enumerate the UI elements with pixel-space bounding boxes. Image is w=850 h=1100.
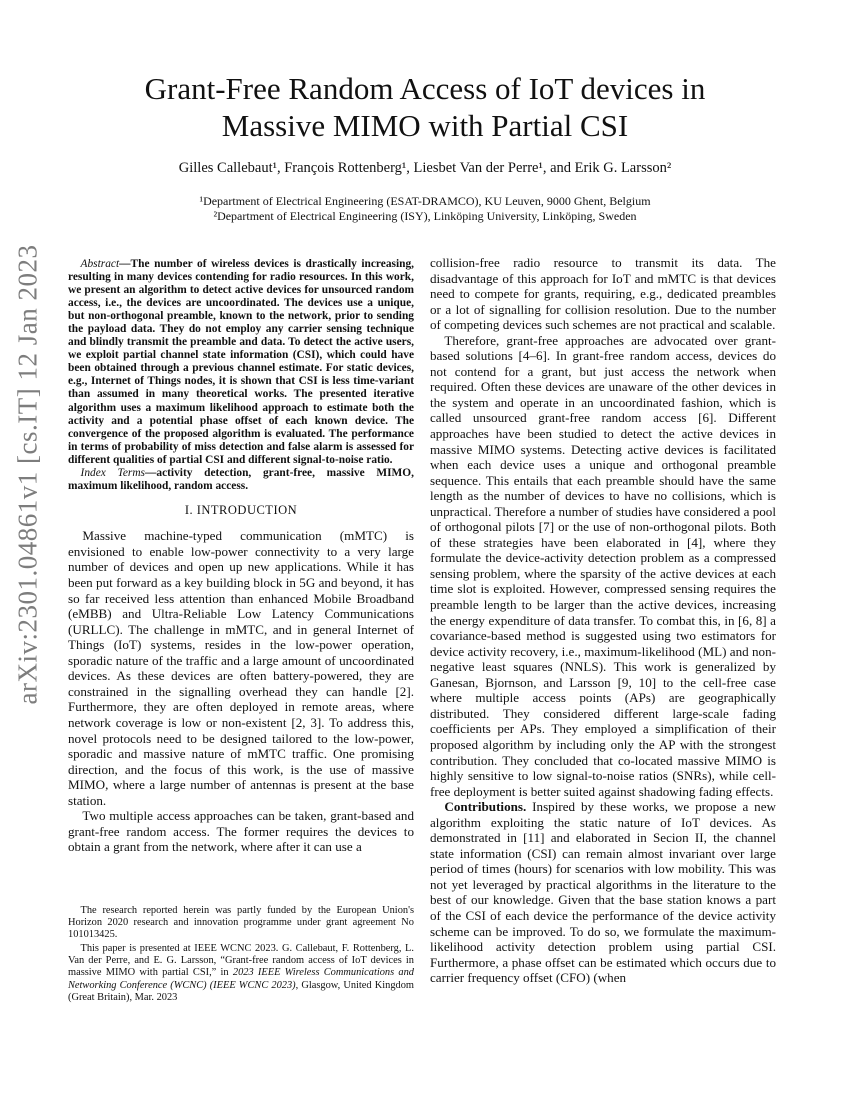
index-terms-text: —activity detection, grant-free, massive MIMO, maximum likelihood, random access. <box>68 466 414 492</box>
footnote-citation-venue: 2023 IEEE Wireless Communications and Networking Conference (WCNC) (IEEE WCNC 2023) <box>68 967 414 991</box>
intro-paragraph-2: Two multiple access approaches can be taken, grant-based and grant-free random access. The former requires the devices to obtain a grant from the network, where after it can use a <box>68 808 414 855</box>
abstract-label: Abstract <box>80 258 120 270</box>
footnote-area <box>68 905 414 1006</box>
index-terms <box>68 467 414 493</box>
contributions-text: Inspired by these works, we propose a new algorithm exploiting the static nature of IoT devices. As demonstrated in [11] and elaborated in Secion II, the channel state information (CSI) can remain almost invariant over large period of times (hours) for scenarios with low mobility. This was not yet leveraged by practical algorithms in the literature to the best of our knowledge. Given that the base station knows a part of the CSI of each device the performance of the device activity scheme can be improved. To do so, we formulate the maximum-likelihood activity detection problem using partial CSI. Furthermore, a phase offset can be estimated which occurs due to carrier frequency offset (CFO) (when <box>430 799 776 986</box>
arxiv-identifier-text: arXiv:2301.04861v1 [cs.IT] 12 Jan 2023 <box>12 244 43 704</box>
footnote-citation-pre: This paper is presented at IEEE WCNC 2023. G. Callebaut, F. Rottenberg, L. Van der Perre, and E. G. Larsson, “Grant-free random access of IoT devices in massive MIMO with partial CSI,” in <box>68 943 414 979</box>
footnote-citation-post: , Glasgow, United Kingdom (Great Britain), Mar. 2023 <box>68 979 414 1003</box>
author-list: Gilles Callebaut¹, François Rottenberg¹, Liesbet Van der Perre¹, and Erik G. Larsson² <box>178 160 672 176</box>
affiliation-1: ¹Department of Electrical Engineering (ESAT-DRAMCO), KU Leuven, 9000 Ghent, Belgium <box>199 194 651 208</box>
title-line-1: Grant-Free Random Access of IoT devices in <box>144 71 706 106</box>
affiliations <box>80 194 770 224</box>
arxiv-identifier-stamp <box>4 244 52 704</box>
right-column <box>430 255 776 986</box>
index-terms-label: Index Terms <box>80 466 145 479</box>
section-heading-introduction: I. INTRODUCTION <box>184 502 298 517</box>
abstract-text: —The number of wireless devices is drastically increasing, resulting in many devices contending for radio resources. In this work, we present an algorithm to detect active devices for unsourced random access, i.e., the devices are uncoordinated. The devices use a unique, but non-orthogonal preamble, known to the network, prior to sending the payload data. They do not employ any carrier sensing technique and blindly transmit the preamble and data. To detect the active users, we exploit partial channel state information (CSI), which could have been obtained through a previous channel estimate. For static devices, e.g., Internet of Things nodes, it is shown that CSI is less time-variant than assumed in many theoretical works. The presented iterative algorithm uses a maximum likelihood approach to estimate both the activity and a potential phase offset of each known device. The convergence of the proposed algorithm is evaluated. The performance in terms of probability of miss detection and false alarm is assessed for different qualities of partial CSI and different signal-to-noise ratio. <box>68 258 414 466</box>
abstract <box>68 258 414 467</box>
title-line-2: Massive MIMO with Partial CSI <box>221 108 629 143</box>
intro-paragraph-1: Massive machine-typed communication (mMTC) is envisioned to enable low-power connectivity to a very large number of devices and open up new applications. While it has been put forward as a key building block in 5G and beyond, it has so far received less attention than enhanced Mobile Broadband (eMBB) and Ultra-Reliable Low Latency Communications (URLLC). The challenge in mMTC, and in general Internet of Things (IoT) systems, resides in the low-power operation, sporadic nature of the traffic and a large amount of uncoordinated devices. As these devices are often battery-powered, they are constrained in the signalling overhead they can handle [2]. Furthermore, they are often deployed in remote areas, where network coverage is low or non-existent [2, 3]. To address this, novel protocols need to be designed tailored to the low-power, sporadic and massive nature of mMTC traffic. One promising direction, and the focus of this work, is the use of massive MIMO, where a large number of antennas is present at the base station. <box>68 528 414 808</box>
affiliation-2: ²Department of Electrical Engineering (ISY), Linköping University, Linköping, Sweden <box>213 209 637 223</box>
footnote-funding: The research reported herein was partly funded by the European Union's Horizon 2020 research and innovation programme under grant agreement No 101013425. <box>68 905 414 941</box>
left-column <box>68 258 414 855</box>
paper-title <box>80 70 770 144</box>
contributions-label: Contributions. <box>444 799 527 815</box>
right-paragraph-1: collision-free radio resource to transmit its data. The disadvantage of this approach for IoT and mMTC is that devices need to compete for grants, requiring, e.g., dedicated preambles or a lot of signalling for collision resolution. Due to the number of competing devices such schemes are not practical and scalable. <box>430 255 776 333</box>
footnote-citation <box>68 943 414 1003</box>
contributions-paragraph <box>430 799 776 986</box>
right-paragraph-2: Therefore, grant-free approaches are advocated over grant-based solutions [4–6]. In grant-free random access, devices do not contend for a grant, but just access the network when required. Often these devices are unaware of the other devices in the system and operate in an uncoordinated fashion, which is called unsourced grant-free random access [6]. Different approaches have been studied to detect the active devices in massive MIMO systems. Detecting active devices is facilitated when each device uses a unique and orthogonal preamble sequence. This entails that each preamble should have the same length as the number of devices to have no collisions, which is unpractical. Therefore a number of studies have considered a pool of orthogonal pilots [7] or the use of non-orthogonal pilots. Both of these strategies have been elaborated in [4], where they formulate the device-activity detection problem as a compressed sensing problem, where the sparsity of the active devices at each time slot is exploited. However, compressed sensing requires the preamble length to be larger than the active devices, increasing the energy expenditure of data transfer. To combat this, in [6, 8] a covariance-based method is suggested using two estimators for device activity recovery, i.e., maximum-likelihood (ML) and non-negative least squares (NNLS). This work is generalized by Ganesan, Bjornson, and Larsson [9, 10] to the cell-free case where multiple access points (APs) are geographically distributed. They considered different large-scale fading coefficients per APs. They employed a simplification of their proposed algorithm by including only the AP with the strongest contribution. They concluded that co-located massive MIMO is highly sensitive to low signal-to-noise ratios (SNRs), while cell-free deployment is better suited against shadowing fading effects. <box>430 332 776 799</box>
